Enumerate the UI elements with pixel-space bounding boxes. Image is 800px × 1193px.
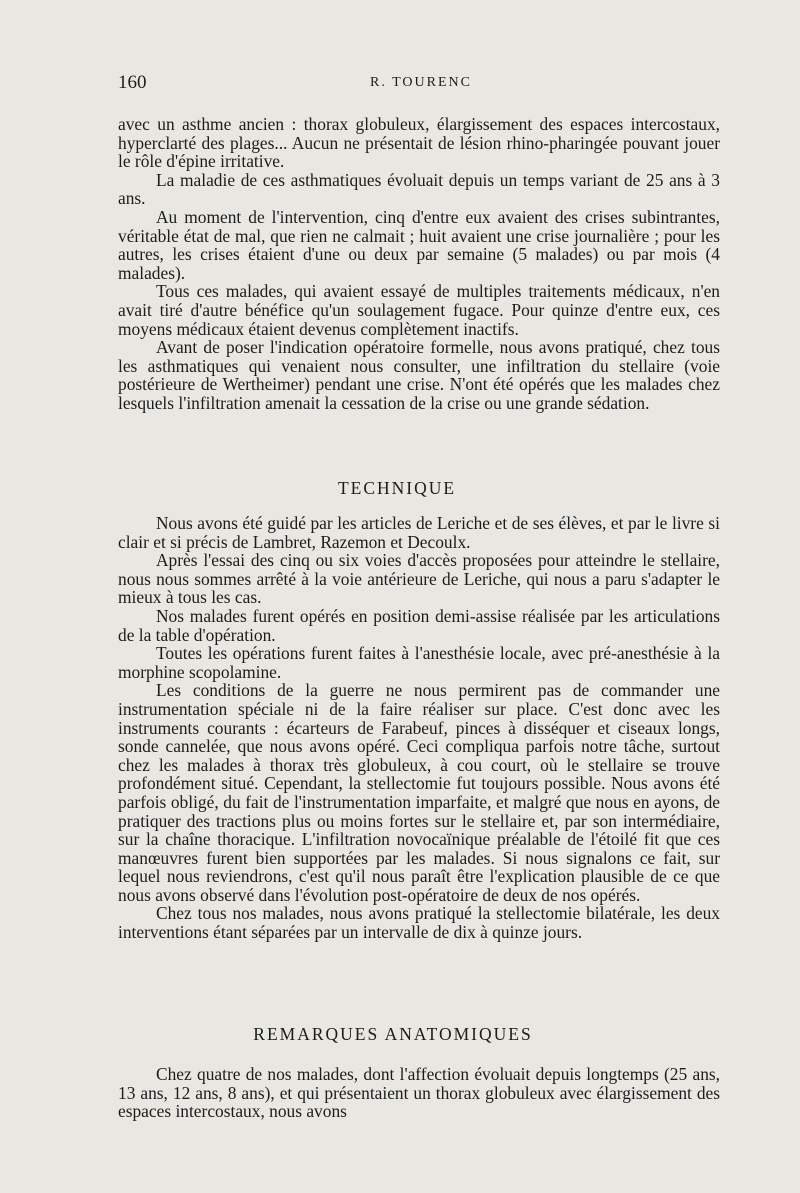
paragraph: Chez tous nos malades, nous avons pratiqué la stellectomie bilatérale, les deux interventions étant séparées par un intervalle de dix à quinze jours. (118, 903, 720, 943)
section-title-remarques: REMARQUES ANATOMIQUES (253, 1024, 533, 1044)
paragraph: Nos malades furent opérés en position demi-assise réalisée par les articulations de la table d'opération. (118, 605, 720, 645)
paragraph: Après l'essai des cinq ou six voies d'accès proposées pour atteindre le stellaire, nous nous sommes arrêté à la voie antérieure de Leriche, qui nous a paru s'adapter le mieux à tous les cas. (118, 550, 720, 608)
paragraph: Au moment de l'intervention, cinq d'entre eux avaient des crises subintrantes, véritable état de mal, que rien ne calmait ; huit avaient une crise journalière ; pour les autres, les crises étaient d'une ou deux par semaine (5 malades) ou par mois (4 malades). (118, 206, 720, 283)
intro-text (118, 115, 720, 413)
page-number: 160 (118, 72, 147, 93)
paragraph: Toutes les opérations furent faites à l'anesthésie locale, avec pré-anesthésie à la morphine scopolamine. (118, 643, 720, 682)
paragraph: Les conditions de la guerre ne nous permirent pas de commander une instrumentation spéciale ni de la faire réaliser sur place. C'est donc avec les instruments courants : écarteurs de Farabeuf, pinces à disséquer et ciseaux longs, sonde cannelée, que nous avons opéré. Ceci compliqua parfois notre tâche, surtout chez les malades à thorax très globuleux, à cou court, où le stellaire se trouve profondément situé. Cependant, la stellectomie fut toujours possible. Nous avons été parfois obligé, du fait de l'instrumentation imparfaite, et malgré que nous en ayons, de pratiquer des tractions plus ou moins fortes sur le stellaire et, par son intermédiaire, sur la chaîne thoracique. L'infiltration novocaïnique préalable de l'étoilé fit que ces manœuvres furent bien supportées par les malades. Si nous signalons ce fait, sur lequel nous reviendrons, c'est qu'il nous paraît être l'explication plausible de ce que nous avons observé dans l'évolution post-opératoire de deux de nos opérés. (118, 680, 720, 905)
paragraph: La maladie de ces asthmatiques évoluait depuis un temps variant de 25 ans à 3 ans. (118, 169, 720, 209)
page-header (118, 72, 718, 98)
paragraph: Chez quatre de nos malades, dont l'affection évoluait depuis longtemps (25 ans, 13 ans, 12 ans, 8 ans), et qui présentaient un thorax globuleux avec élargissement des espaces intercostaux, nous avons (118, 1064, 720, 1122)
running-head: R. TOURENC (370, 75, 472, 90)
paragraph: Nous avons été guidé par les articles de Leriche et de ses élèves, et par le livre si clair et si précis de Lambret, Razemon et Decoulx. (118, 513, 720, 552)
remarques-text (118, 1065, 720, 1121)
paragraph: Avant de poser l'indication opératoire formelle, nous avons pratiqué, chez tous les asthmatiques qui venaient nous consulter, une infiltration du stellaire (voie postérieure de Wertheimer) pendant une crise. N'ont été opérés que les malades chez lesquels l'infiltration amenait la cessation de la crise ou une grande sédation. (118, 337, 720, 413)
section-title-technique: TECHNIQUE (337, 478, 457, 498)
paragraph: avec un asthme ancien : thorax globuleux, élargissement des espaces intercostaux, hyperclarté des plages... Aucun ne présentait de lésion rhino-pharingée pouvant jouer le rôle d'épine irritative. (118, 114, 720, 172)
paragraph: Tous ces malades, qui avaient essayé de multiples traitements médicaux, n'en avait tiré d'autre bénéfice qu'un soulagement fugace. Pour quinze d'entre eux, ces moyens médicaux étaient devenus complètement inactifs. (118, 281, 720, 339)
technique-text (118, 514, 720, 942)
